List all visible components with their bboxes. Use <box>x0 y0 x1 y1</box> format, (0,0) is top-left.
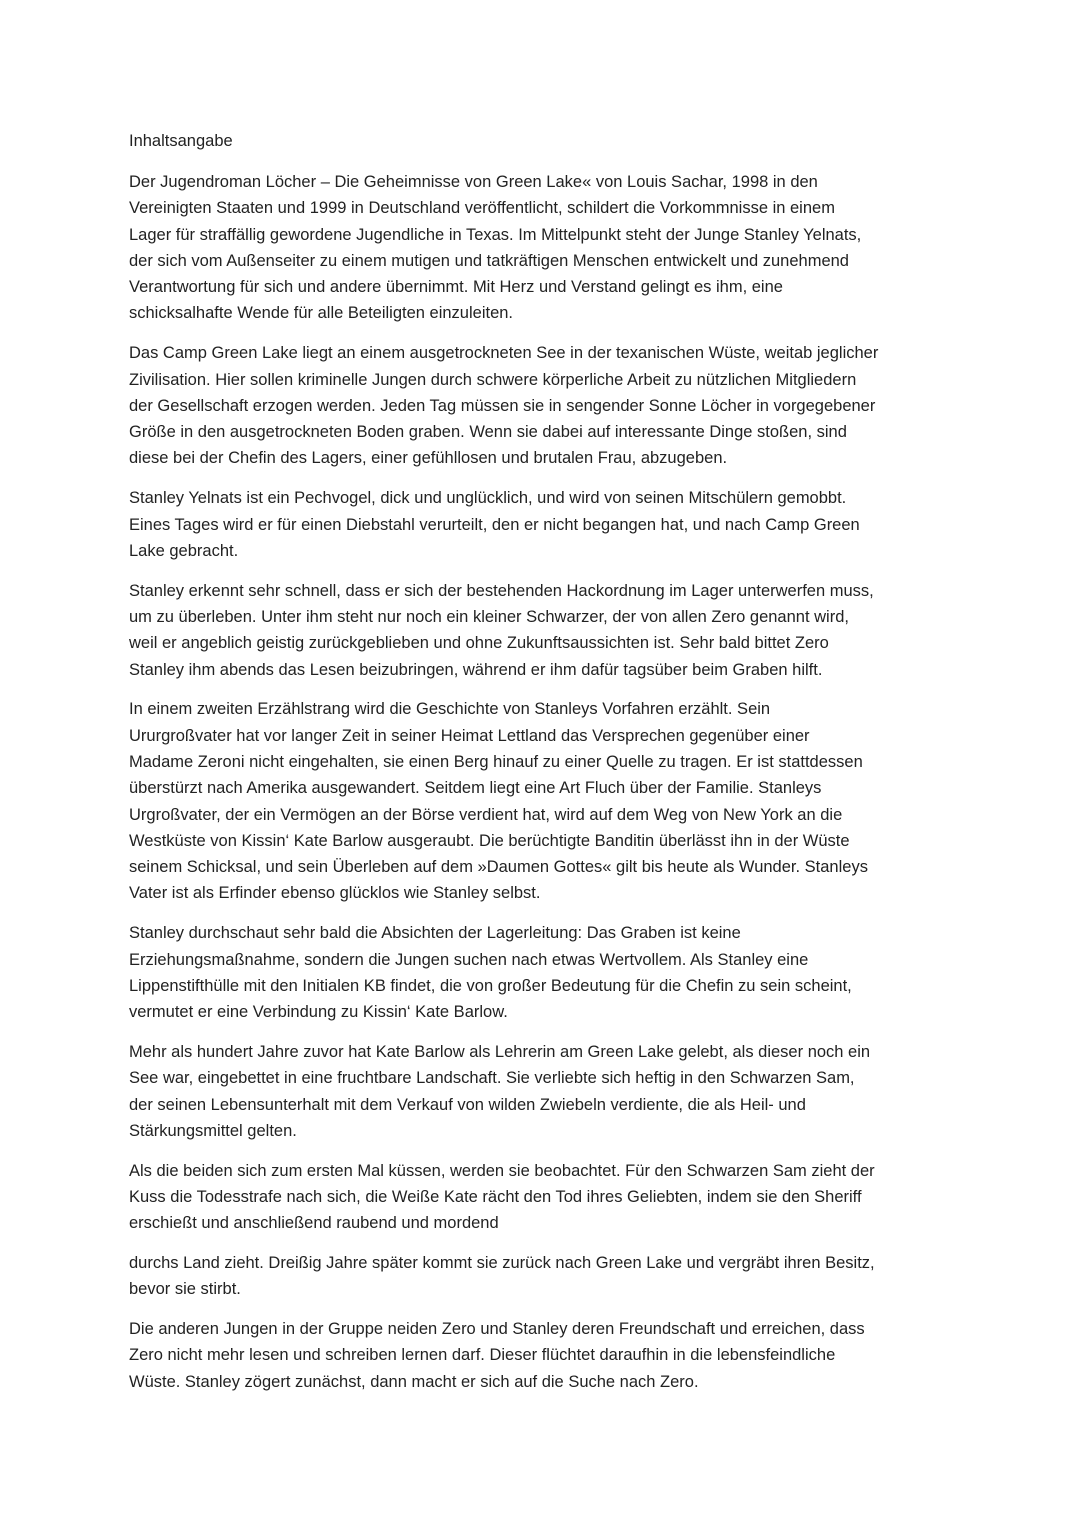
paragraph-line: durchs Land zieht. Dreißig Jahre später kommt sie zurück nach Green Lake und vergräbt ihren Besitz, <box>129 1253 875 1272</box>
paragraph-line: Der Jugendroman Löcher – Die Geheimnisse von Green Lake« von Louis Sachar, 1998 in den <box>129 173 818 191</box>
paragraph-line: Eines Tages wird er für einen Diebstahl verurteilt, den er nicht begangen hat, und nach Camp Green <box>129 515 860 534</box>
document-body <box>129 169 959 1395</box>
paragraph-line: Das Camp Green Lake liegt an einem ausgetrockneten See in der texanischen Wüste, weitab jeglicher <box>129 344 879 363</box>
paragraph <box>129 485 959 564</box>
paragraph-line: See war, eingebettet in eine fruchtbare Landschaft. Sie verliebte sich heftig in den Schwarzen Sam, <box>129 1069 855 1088</box>
paragraph-line: Wüste. Stanley zögert zunächst, dann macht er sich auf die Suche nach Zero. <box>129 1372 699 1391</box>
paragraph-line: Stanley ihm abends das Lesen beizubringen, während er ihm dafür tagsüber beim Graben hilft. <box>129 660 823 679</box>
paragraph-line: Erziehungsmaßnahme, sondern die Jungen suchen nach etwas Wertvollem. Als Stanley eine <box>129 950 809 969</box>
paragraph-line: Kuss die Todesstrafe nach sich, die Weiße Kate rächt den Tod ihres Geliebten, indem sie den Sheriff <box>129 1187 862 1206</box>
document-page <box>129 128 959 1408</box>
paragraph-line: überstürzt nach Amerika ausgewandert. Seitdem liegt eine Art Fluch über der Familie. Stanleys <box>129 779 822 798</box>
paragraph <box>129 920 959 1025</box>
paragraph-line: Vereinigten Staaten und 1999 in Deutschland veröffentlicht, schildert die Vorkommnisse in einem <box>129 199 835 218</box>
paragraph-line: Zero nicht mehr lesen und schreiben lernen darf. Dieser flüchtet daraufhin in die lebensfeindliche <box>129 1346 836 1365</box>
paragraph <box>129 169 959 327</box>
paragraph-line: Vater ist als Erfinder ebenso glücklos wie Stanley selbst. <box>129 884 541 903</box>
paragraph-line: vermutet er eine Verbindung zu Kissin‘ Kate Barlow. <box>129 1003 508 1022</box>
paragraph-line: Die anderen Jungen in der Gruppe neiden Zero und Stanley deren Freundschaft und erreichen, dass <box>129 1320 865 1339</box>
paragraph <box>129 696 959 906</box>
paragraph-line: Stanley durchschaut sehr bald die Absichten der Lagerleitung: Das Graben ist keine <box>129 924 741 943</box>
paragraph-line: schicksalhafte Wende für alle Beteiligten einzuleiten. <box>129 304 514 323</box>
paragraph-line: bevor sie stirbt. <box>129 1280 241 1299</box>
paragraph-line: Ururgroßvater hat vor langer Zeit in seiner Heimat Lettland das Versprechen gegenüber einer <box>129 726 810 745</box>
paragraph-line: Verantwortung für sich und andere übernimmt. Mit Herz und Verstand gelingt es ihm, eine <box>129 278 783 297</box>
paragraph-line: Madame Zeroni nicht eingehalten, sie einen Berg hinauf zu einer Quelle zu tragen. Er ist stattdessen <box>129 752 863 771</box>
paragraph-line: der seinen Lebensunterhalt mit dem Verkauf von wilden Zwiebeln verdiente, die als Heil- und <box>129 1095 806 1114</box>
paragraph-line: Lake gebracht. <box>129 541 239 560</box>
paragraph-line: der sich vom Außenseiter zu einem mutigen und tatkräftigen Menschen entwickelt und zunehmend <box>129 251 849 270</box>
paragraph-line: Lippenstifthülle mit den Initialen KB findet, die von großer Bedeutung für die Chefin zu sein scheint, <box>129 976 852 995</box>
document-heading: Inhaltsangabe <box>129 132 233 150</box>
paragraph-line: Als die beiden sich zum ersten Mal küssen, werden sie beobachtet. Für den Schwarzen Sam zieht der <box>129 1161 875 1180</box>
paragraph-line: Zivilisation. Hier sollen kriminelle Jungen durch schwere körperliche Arbeit zu nützlichen Mitgliedern <box>129 370 857 389</box>
paragraph <box>129 1039 959 1144</box>
paragraph <box>129 340 959 471</box>
paragraph-line: In einem zweiten Erzählstrang wird die Geschichte von Stanleys Vorfahren erzählt. Sein <box>129 700 771 719</box>
paragraph-line: Stärkungsmittel gelten. <box>129 1121 297 1140</box>
paragraph-line: Größe in den ausgetrockneten Boden graben. Wenn sie dabei auf interessante Dinge stoßen, sind <box>129 423 847 442</box>
paragraph-line: diese bei der Chefin des Lagers, einer gefühllosen und brutalen Frau, abzugeben. <box>129 449 728 468</box>
paragraph-line: Lager für straffällig gewordene Jugendliche in Texas. Im Mittelpunkt steht der Junge Stanley Yelnats, <box>129 225 862 244</box>
paragraph-line: weil er angeblich geistig zurückgeblieben und ohne Zukunftsaussichten ist. Sehr bald bittet Zero <box>129 634 829 653</box>
paragraph-line: um zu überleben. Unter ihm steht nur noch ein kleiner Schwarzer, der von allen Zero genannt wird, <box>129 607 849 626</box>
paragraph-line: Stanley Yelnats ist ein Pechvogel, dick und unglücklich, und wird von seinen Mitschülern gemobbt. <box>129 489 847 508</box>
paragraph-line: der Gesellschaft erzogen werden. Jeden Tag müssen sie in sengender Sonne Löcher in vorgegebener <box>129 396 876 415</box>
paragraph-line: Stanley erkennt sehr schnell, dass er sich der bestehenden Hackordnung im Lager unterwerfen muss, <box>129 581 874 600</box>
paragraph-line: erschießt und anschließend raubend und mordend <box>129 1214 499 1233</box>
paragraph <box>129 578 959 683</box>
paragraph <box>129 1316 959 1395</box>
paragraph <box>129 1250 959 1303</box>
paragraph-line: seinem Schicksal, und sein Überleben auf dem »Daumen Gottes« gilt bis heute als Wunder. Stanleys <box>129 858 868 877</box>
paragraph-line: Urgroßvater, der ein Vermögen an der Börse verdient hat, wird auf dem Weg von New York an die <box>129 805 843 824</box>
paragraph-line: Mehr als hundert Jahre zuvor hat Kate Barlow als Lehrerin am Green Lake gelebt, als dieser noch ein <box>129 1042 871 1061</box>
paragraph-line: Westküste von Kissin‘ Kate Barlow ausgeraubt. Die berüchtigte Banditin überlässt ihn in der Wüste <box>129 831 850 850</box>
paragraph <box>129 1158 959 1237</box>
